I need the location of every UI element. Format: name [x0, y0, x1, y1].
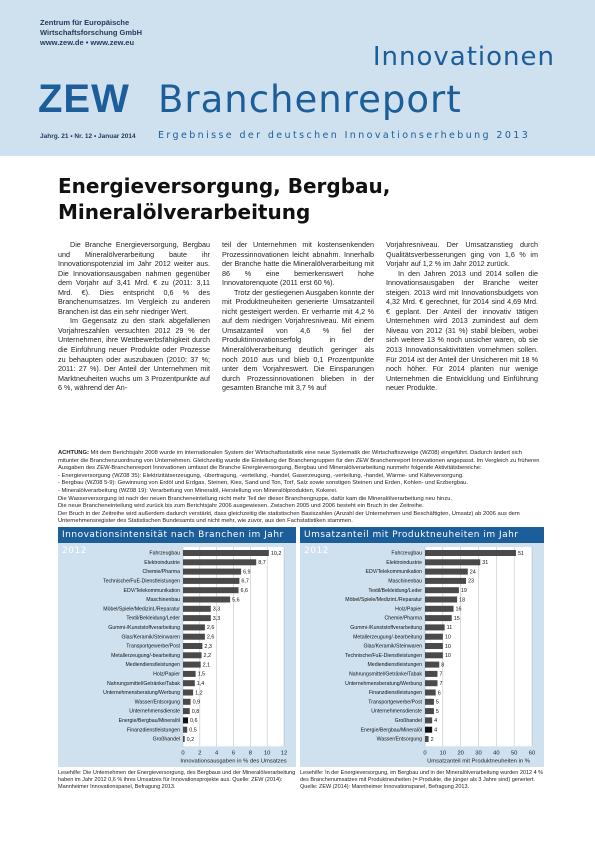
data-label: 8,7 [258, 560, 266, 567]
bar [425, 559, 480, 565]
category-label: Gummi-/Kunststoffverarbeitung [108, 625, 180, 631]
report-title-main: Branchenreport [158, 78, 462, 121]
bar [183, 615, 211, 621]
chart-caption-left: Lesehilfe: Die Unternehmen der Energieversorgung, des Bergbaus und der Mineralölverarbeitung haben im Jahr 2012 0,6 % ihres Umsatzes für Innovationsprojekte aus. Quelle: ZEW (2014): Mannheimer Innovationspanel, Befragung 2013. [58, 770, 296, 791]
data-label: 1,4 [196, 681, 205, 687]
category-label: Transportgewerbe/Post [368, 699, 422, 706]
bar [183, 652, 202, 658]
category-label: Glas/Keramik/Steinwaren [363, 643, 422, 650]
category-label: EDV/Telekommunikation [123, 587, 180, 594]
bar [425, 690, 436, 696]
data-label: 4 [434, 718, 438, 725]
category-label: EDV/Telekommunikation [365, 569, 422, 576]
data-label: 18 [459, 597, 466, 604]
header-banner [0, 0, 595, 156]
data-label: 2,6 [206, 625, 215, 632]
bar [425, 597, 457, 603]
data-label: 0,6 [190, 718, 198, 725]
report-subtitle: Ergebnisse der deutschen Innovationserhebung 2013 [158, 130, 531, 141]
category-label: Maschinenbau [388, 578, 422, 585]
category-label: Gummi-/Kunststoffverarbeitung [350, 625, 422, 631]
data-label: 4 [434, 727, 438, 734]
data-label: 2,2 [203, 653, 212, 660]
bar [425, 587, 459, 593]
data-label: 6,6 [240, 588, 249, 594]
category-label: Textil/Bekleidung/Leder [368, 587, 422, 594]
category-label: Unternehmensberatung/Werbung [345, 680, 422, 687]
category-label: Chemie/Pharma [384, 615, 422, 622]
note-line: Der Bruch in der Zeitreihe wird außerdem dadurch verstärkt, dass gleichzeitig die statistischen Basiszahlen (Anzahl der Unternehmen und Beschäftigten, Umsatz) ab 2006 aus dem Unternehmensregister des Statistischen Bundesamts und nicht mehr, wie zuvor, aus den Fachstatistiken stammen. [58, 510, 520, 525]
category-label: Energie/Bergbau/Mineralöl [118, 718, 180, 724]
category-label: Finanzdienstleistungen [126, 727, 180, 734]
bar-chart-svg [58, 543, 296, 767]
bar [425, 652, 443, 658]
x-tick-label: 20 [457, 750, 464, 757]
bar [183, 690, 193, 696]
data-label: 7 [439, 671, 443, 678]
headline-line1: Energieversorgung, Bergbau, [58, 174, 391, 198]
category-label: Wasser/Entsorgung [376, 736, 422, 743]
category-label: Mediendienstleistungen [125, 662, 180, 669]
x-tick-label: 0 [423, 750, 427, 757]
bar [425, 578, 466, 584]
note-line: - Mineralölverarbeitung (WZ08 19): Verarbeitung von Mineralöl, Herstellung von Mineralölprodukten, Kokerei. [58, 487, 338, 494]
note-label: ACHTUNG: [58, 450, 89, 456]
bar [425, 615, 452, 621]
data-label: 3,3 [212, 606, 221, 613]
category-label: Chemie/Pharma [142, 569, 180, 576]
article-body [58, 240, 538, 445]
note-line: Die neue Brancheneinteilung wird zurück bis zum Berichtsjahr 2006 ausgewiesen. Zwischen 2005 und 2006 besteht ein Bruch in der Zeitreihe. [58, 503, 424, 510]
paragraph: Vorjahresniveau. Der Umsatzanstieg durch Qualitätsverbesserungen ging von 1,6 % im Vorjahr auf 1,2 % im Jahr 2012 zurück. [386, 240, 538, 269]
article-column-2 [222, 240, 374, 445]
paragraph: teil der Unternehmen mit kostensenkenden Prozessinnovationen leicht abnahm. Innerhalb der Branche hatte die Mineralölverarbeitung mit 86 % eine bemerkenswert hohe Innovatorenquote (2011 erst 60 %). [222, 240, 374, 288]
bar [425, 606, 454, 612]
headline-line2: Mineralölverarbeitung [58, 200, 311, 224]
org-name-line1: Zentrum für Europäische [40, 18, 130, 27]
category-label: Wasser/Entsorgung [134, 699, 180, 706]
data-label: 6,7 [241, 578, 249, 585]
bar [425, 624, 445, 630]
bar [183, 727, 187, 733]
bar [183, 680, 195, 686]
x-tick-label: 12 [280, 750, 288, 757]
note-line: - Energieversorgung (WZ08 35): Elektrizitätserzeugung, -übertragung, -verteilung, -handel, Gaserzeugung, -verteilung, -handel, Wärme- und Kälteversorgung. [58, 472, 464, 479]
data-label: 0,2 [186, 736, 195, 743]
bar [183, 569, 241, 575]
bar [183, 643, 202, 649]
data-label: 0,5 [189, 727, 197, 734]
category-label: Holz/Papier [153, 671, 180, 678]
bar [183, 662, 201, 668]
category-label: Nahrungsmittel/Getränke/Tabak [349, 671, 422, 678]
paragraph: Die Branche Energieversorgung, Bergbau und Mineralölverarbeitung baute ihr Innovationspotenzial im Jahr 2012 weiter aus. Die Innovationsausgaben nahmen gegenüber dem Vorjahr auf 3,41 Mrd. € zu (2011: 3,11 Mrd. €). Dies entspricht 0,6 % des Branchenumsatzes. Im Vergleich zu anderen Branchen ist das ein sehr niedriger Wert. [58, 240, 210, 316]
data-label: 10 [444, 634, 451, 641]
chart-title: Umsatzanteil mit Produktneuheiten im Jahr 2012 [300, 527, 544, 543]
category-label: Glas/Keramik/Steinwaren [121, 634, 180, 641]
bar [183, 606, 211, 612]
bar [425, 643, 443, 649]
x-tick-label: 6 [231, 750, 236, 757]
category-label: Elektroindustrie [386, 559, 422, 566]
x-tick-label: 30 [475, 750, 482, 757]
data-label: 10,2 [270, 550, 282, 557]
bar [183, 736, 185, 742]
category-label: Textil/Bekleidung/Leder [126, 615, 180, 622]
org-name-line2: Wirtschaftsforschung GmbH [40, 28, 143, 37]
data-label: 19 [460, 588, 467, 594]
category-label: Technische/FuE-Dienstleistungen [345, 652, 422, 659]
x-axis-label: Innovationsausgaben in % des Umsatzes [180, 758, 287, 765]
x-tick-label: 8 [248, 750, 252, 757]
chart-product-novelty-share [300, 527, 544, 767]
x-tick-label: 4 [215, 750, 219, 757]
data-label: 2,1 [202, 662, 211, 669]
data-label: 5 [435, 699, 439, 706]
article-column-1 [58, 240, 210, 445]
data-label: 7 [439, 681, 443, 687]
bar [425, 550, 516, 556]
bar [425, 569, 468, 575]
chart-caption-right: Lesehilfe: In der Energieversorgung, im Bergbau und in der Mineralölverarbeitung wurden 2012 4 % des Branchenumsatzes mit Produktneuheiten (= Produkte, die jünger als 3 Jahre sind) generiert. Quelle: ZEW (2014): Mannheimer Innovationspanel, Befragung 2013. [300, 770, 544, 791]
data-label: 6 [437, 690, 441, 697]
category-label: Unternehmensdienste [129, 708, 180, 715]
data-label: 24 [469, 569, 476, 576]
category-label: Fahrzeugbau [149, 550, 180, 557]
bar [425, 736, 429, 742]
data-label: 16 [455, 606, 462, 613]
data-label: 1,2 [195, 690, 203, 697]
x-tick-label: 10 [439, 750, 447, 757]
category-label: Großhandel [152, 736, 180, 743]
category-label: Möbel/Spiele/Medizint./Reparatur [103, 606, 180, 613]
category-label: Energie/Bergbau/Mineralöl [360, 727, 422, 734]
category-label: Fahrzeugbau [391, 550, 422, 557]
data-label: 10 [444, 653, 451, 660]
paragraph: In den Jahren 2013 und 2014 sollen die Innovationsausgaben der Branche weiter steigen. 2013 wird mit Innovationsbudgets von 4,32 Mrd. € gerechnet, für 2014 sind 4,69 Mrd. € geplant. Der Anteil der innovativ tätigen Unternehmen wird 2013 zumindest auf dem Niveau von 2012 (31 %) stabil bleiben, wobei sich weitere 13 % noch unsicher waren, ob sie 2013 Innovationsaktivitäten vornehmen sollen. Für 2014 ist der Anteil der Unsicheren mit 18 % noch höher. Für 2014 planten nur wenige Unternehmen die Entwicklung und Einführung neuer Produkte. [386, 268, 538, 393]
category-label: Unternehmensdienste [371, 708, 422, 715]
bar [183, 587, 239, 593]
data-label: 15 [453, 615, 460, 622]
methodology-note [58, 450, 542, 526]
category-label: Finanzdienstleistungen [368, 690, 422, 697]
category-label: Transportgewerbe/Post [126, 643, 180, 650]
bar [183, 699, 191, 705]
bar [425, 699, 434, 705]
bar [183, 717, 188, 723]
category-label: Nahrungsmittel/Getränke/Tabak [107, 680, 180, 687]
bar [425, 634, 443, 640]
org-url[interactable]: www.zew.de • www.zew.eu [40, 38, 135, 47]
bar [425, 671, 437, 677]
data-label: 2,6 [206, 634, 215, 641]
bar [425, 727, 432, 733]
data-label: 0,8 [191, 708, 200, 715]
bar [183, 634, 205, 640]
data-label: 5 [435, 708, 439, 715]
data-label: 0,9 [192, 699, 201, 706]
data-label: 11 [446, 625, 453, 632]
data-label: 8 [441, 662, 445, 669]
data-label: 10 [444, 643, 451, 650]
note-line: - Bergbau (WZ08 5-9): Gewinnung von Erdöl und Erdgas, Steinen, Kies, Sand und Ton, Torf, Salz sowie sonstigen Steinen und Erden, Kohlen- und Erzbergbau. [58, 480, 469, 487]
report-title-top: Innovationen [372, 42, 555, 72]
bar [183, 578, 239, 584]
x-tick-label: 50 [510, 750, 518, 757]
category-label: Elektroindustrie [144, 559, 180, 566]
category-label: Großhandel [394, 718, 422, 724]
data-label: 31 [482, 560, 489, 567]
category-label: Möbel/Spiele/Medizint./Reparatur [345, 597, 422, 604]
bar [425, 680, 437, 686]
bar [183, 559, 256, 565]
bar [183, 671, 196, 677]
data-label: 2,3 [204, 643, 212, 650]
paragraph: Im Gegensatz zu den stark abgefallenen Vorjahreszahlen versuchten 2012 29 % der Unternehmen, ihre Wettbewerbsfähigkeit durch die Einführung neuer Produkte oder Prozesse zu behaupten oder auszubauen (2010: 37 %; 2011: 27 %). Der Anteil der Unternehmen mit Marktneuheiten wuchs um 3 Prozentpunkte auf 6 %, während der An- [58, 316, 210, 393]
bar [425, 662, 439, 668]
category-label: Metallerzeugung/-bearbeitung [353, 634, 422, 641]
data-label: 23 [468, 578, 475, 585]
data-label: 51 [517, 550, 524, 557]
data-label: 2 [430, 736, 434, 743]
data-label: 5,6 [232, 597, 240, 604]
category-label: Holz/Papier [395, 606, 422, 613]
zew-logo: ZEW [38, 77, 130, 121]
data-label: 3,3 [212, 615, 221, 622]
category-label: Mediendienstleistungen [367, 662, 422, 669]
x-tick-label: 10 [263, 750, 271, 757]
note-line: Die Wasserversorgung ist nach der neuen Brancheneinteilung nicht mehr Teil der dieser Branchengruppe, dafür kam die Mineralölverarbeitung neu hinzu. [58, 495, 453, 502]
category-label: Metallerzeugung/-bearbeitung [111, 652, 180, 659]
note-paragraph [58, 450, 542, 473]
page-headline [58, 173, 538, 225]
issue-meta: Jahrg. 21 • Nr. 12 • Januar 2014 [40, 133, 136, 140]
x-tick-label: 40 [493, 750, 500, 757]
x-axis-label: Umsatzanteil mit Produktneuheiten in % [427, 758, 530, 765]
note-text: Mit dem Berichtsjahr 2008 wurde im internationalen System der Wirtschaftsstatistik eine neue Systematik der Wirtschaftszweige (WZ08) eingeführt. Dadurch ändert sich mitunter die Branchenzuordnung von Unternehmen. Gleichzeitig wurde die Einteilung der Branchengruppen für den ZEW Branchenreport Innovationen angepasst. Im Vergleich zu früheren Ausgaben des ZEW-Branchenreport Innovationen umfasst die Branche Energieversorgung, Bergbau und Mineralölverarbeitung nunmehr folgende Aktivitätsbereiche: [58, 450, 540, 472]
article-column-3 [386, 240, 538, 445]
bar [183, 550, 269, 556]
bar [183, 597, 230, 603]
x-tick-label: 2 [198, 750, 202, 757]
x-tick-label: 60 [528, 750, 536, 757]
bar [183, 708, 190, 714]
organization-info [40, 18, 142, 48]
bar [425, 717, 432, 723]
data-label: 1,5 [197, 671, 206, 678]
bar [183, 624, 205, 630]
data-label: 6,9 [243, 569, 251, 576]
category-label: Maschinenbau [146, 597, 180, 604]
category-label: Unternehmensberatung/Werbung [103, 690, 180, 697]
x-tick-label: 0 [181, 750, 185, 757]
bar-chart-svg [300, 543, 544, 767]
paragraph: Trotz der gestiegenen Ausgaben konnte der mit Produktneuheiten generierte Umsatzanteil nicht gesteigert werden. Er verharrte mit 4,2 % auf dem niedrigen Vorjahresniveau. Mit einem Umsatzanteil von 4,6 % fiel der Produktinnovationserfolg in der Mineralölverarbeitung deutlich geringer als noch 2010 aus und blieb 0,1 Prozentpunkte unter dem Vorjahreswert. Die Einsparungen durch Prozessinnovationen blieben in der gesamten Branche mit 3,7 % auf [222, 287, 374, 393]
bar [425, 708, 434, 714]
chart-innovation-intensity [58, 527, 296, 767]
category-label: Technische/FuE-Dienstleistungen [103, 578, 180, 585]
chart-title: Innovationsintensität nach Branchen im Jahr 2012 [58, 527, 296, 543]
